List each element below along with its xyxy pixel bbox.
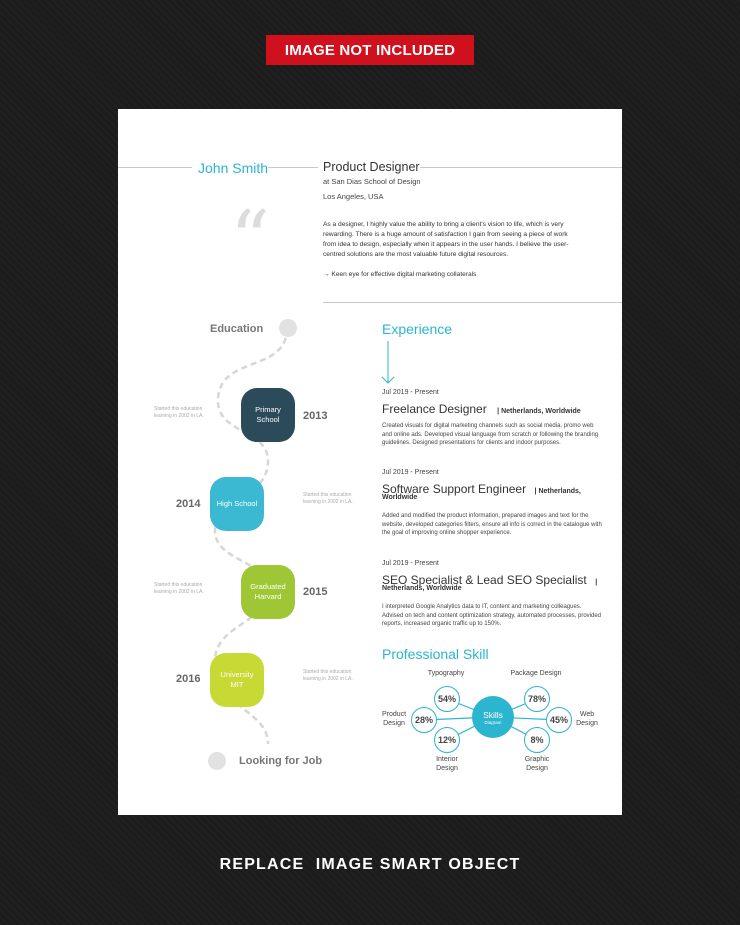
graduated-note: Started this education learning in 2002 in LA.: [154, 582, 204, 595]
year-2015: 2015: [303, 586, 328, 598]
resume-bio: As a designer, I highly value the ability to bring a client's vision to life, which is very rewarding. There is a huge amount of satisfaction I gain from seeing a piece of work from idea to design, especially when it appears in the user hands. I believe the user-centred solutions are the most valuable future digital resources.: [323, 221, 569, 258]
resume-school: at San Dias School of Design: [323, 177, 421, 186]
job-date: Jul 2019 - Present: [382, 469, 439, 476]
skill-label: Graphic Design: [524, 756, 550, 772]
skill-package-design: 78%: [524, 686, 550, 712]
job-location-cont: Worldwide: [382, 494, 418, 501]
stage-graduated-harvard: Graduated Harvard: [241, 565, 295, 619]
job-description: Created visuals for digital marketing channels such as social media, promo web and online ads. Developed visual language from scratch or following the branding guidelines. Designed presentations for clients and indoor purposes.: [382, 423, 599, 446]
year-2014: 2014: [176, 498, 201, 510]
job-date: Jul 2019 - Present: [382, 560, 439, 567]
job-description: I interpreted Google Analytics data to IT, content and marketing colleagues. Advised on tech and content optimization strategy, automated processes, provided reports, increased organic traffic up to 150%.: [382, 604, 602, 627]
job-title: SEO Specialist & Lead SEO Specialist: [382, 573, 587, 587]
skills-hub: Skills Diagram: [472, 696, 514, 738]
skills-title: Professional Skill: [382, 646, 489, 662]
job-title: Freelance Designer: [382, 402, 487, 416]
stage-university-mit: University MIT: [210, 653, 264, 707]
skill-label: Interior Design: [436, 756, 458, 772]
job-title: Software Support Engineer: [382, 482, 527, 496]
experience-title: Experience: [382, 321, 453, 337]
resume-role: Product Designer: [323, 160, 420, 174]
looking-for-job: Looking for Job: [239, 755, 323, 767]
year-2013: 2013: [303, 410, 328, 422]
skill-product-design: 28%: [411, 707, 437, 733]
resume-keen: → Keen eye for effective digital marketing collaterals: [323, 271, 477, 278]
job-location: | Netherlands, Worldwide: [497, 408, 581, 415]
job-location-cont: Netherlands, Worldwide: [382, 585, 462, 592]
skill-label: Web Design: [576, 711, 598, 727]
university-note: Started this education learning in 2002 in LA.: [303, 669, 353, 682]
job-location: |: [595, 579, 598, 586]
job-date: Jul 2019 - Present: [382, 389, 439, 396]
skill-web-design: 45%: [546, 707, 572, 733]
resume-page: [118, 109, 622, 815]
quote-mark-icon: “: [230, 195, 270, 285]
high-school-note: Started this education learning in 2002 in LA.: [303, 492, 353, 505]
skill-typography: 54%: [434, 686, 460, 712]
skill-graphic-design: 8%: [524, 727, 550, 753]
job-description: Added and modified the product information, prepared images and text for the website, developed categories filters, ensure all info is correct in the catalogue with the goal of improving online shopper experience.: [382, 513, 602, 536]
skill-label: Package Design: [510, 670, 562, 677]
replace-image-caption: REPLACE IMAGE SMART OBJECT: [219, 856, 521, 873]
skill-label: Typography: [427, 670, 465, 677]
stage-primary-school: Primary School: [241, 388, 295, 442]
stage-high-school: High School: [210, 477, 264, 531]
resume-name: John Smith: [198, 160, 269, 176]
resume-city: Los Angeles, USA: [323, 192, 384, 201]
primary-note: Started this education learning in 2002 in LA.: [154, 406, 204, 419]
skills-connectors: [118, 109, 622, 815]
skill-label: Product Design: [381, 711, 407, 727]
skill-interior-design: 12%: [434, 727, 460, 753]
image-not-included-banner: IMAGE NOT INCLUDED: [266, 35, 474, 65]
year-2016: 2016: [176, 673, 201, 685]
job-location: | Netherlands,: [534, 488, 581, 495]
education-title: Education: [210, 323, 264, 335]
